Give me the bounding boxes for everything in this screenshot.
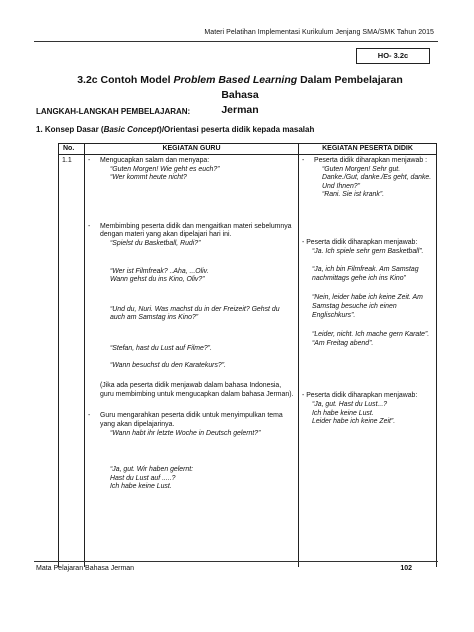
- concept-italic: Basic Concept: [103, 125, 160, 134]
- teacher-block-1: [88, 157, 295, 183]
- teacher-quote: Hast du Lust auf .....?: [110, 474, 176, 482]
- bullet-dash: -: [302, 157, 305, 164]
- student-quote: “Ja, gut. Hast du Lust...?: [312, 400, 388, 408]
- student-quote: Ich habe keine Lust.: [312, 409, 374, 417]
- bullet-dash: -: [88, 157, 91, 164]
- running-header: Materi Pelatihan Implementasi Kurikulum Jenjang SMA/SMK Tahun 2015: [204, 29, 434, 36]
- header-teacher: KEGIATAN GURU: [85, 144, 299, 155]
- student-quote: Leider habe ich keine Zeit”.: [312, 418, 396, 426]
- title-italic: Problem Based Learning: [173, 74, 298, 86]
- student-block-3: [302, 392, 433, 426]
- teacher-text: Membimbing peserta didik dan mengaitkan materi sebelumnya dengan materi yang akan dipelajari hari ini.: [100, 222, 292, 239]
- bullet-dash: -: [88, 412, 91, 420]
- title-part-1: 3.2c Contoh Model: [77, 74, 174, 86]
- table-row: [59, 155, 437, 568]
- teacher-quote: “Stefan, hast du Lust auf Filme?”.: [110, 344, 212, 352]
- teacher-text: Mengucapkan salam dan menyapa:: [100, 157, 210, 164]
- teacher-text: Guru mengarahkan peserta didik untuk menyimpulkan tema yang akan dipelajarinya.: [100, 412, 283, 428]
- student-quote: “Nein, leider habe ich keine Zeit. Am Samstag besuche ich einen Englischkurs”.: [312, 294, 423, 319]
- teacher-quote: “Wann besuchst du den Karatekurs?”.: [110, 361, 226, 369]
- teacher-activity-cell: [85, 155, 299, 568]
- student-text: Peserta didik diharapkan menjawab :: [314, 157, 427, 164]
- student-quote: “Leider, nicht. Ich mache gern Karate”.: [312, 331, 430, 339]
- title-line-2: Jerman: [221, 104, 259, 116]
- activity-table: [58, 143, 437, 567]
- bullet-dash: -: [88, 222, 91, 230]
- student-text: - Peserta didik diharapkan menjawab:: [302, 238, 418, 246]
- title-part-3: Dalam Pembelajaran Bahasa: [221, 74, 403, 101]
- footer-divider: [34, 561, 438, 562]
- student-text: - Peserta didik diharapkan menjawab:: [302, 392, 418, 400]
- concept-suffix: )/Orientasi peserta didik kepada masalah: [159, 125, 315, 134]
- student-quote: “Ja, ich bin Filmfreak. Am Samstag nachmittags gehe ich ins Kino”: [312, 266, 419, 282]
- teacher-quote: “Spielst du Basketball, Rudi?”: [110, 239, 201, 247]
- student-quote: “Ja. Ich spiele sehr gern Basketball”.: [312, 247, 424, 255]
- teacher-block-2: [88, 223, 295, 400]
- teacher-quote: “Ja, gut. Wir haben gelernt:: [110, 466, 194, 474]
- footer-subject: Mata Pelajaran Bahasa Jerman: [36, 565, 135, 572]
- teacher-quote: “Und du, Nuri. Was machst du in der Freizeit? Gehst du auch am Samstag ins Kino?”: [110, 305, 280, 322]
- student-block-1: [302, 157, 433, 200]
- teacher-quote: “Guten Morgen! Wie geht es euch?”: [110, 165, 220, 173]
- concept-prefix: 1. Konsep Dasar (: [36, 125, 104, 134]
- student-quote: “Rani. Sie ist krank”.: [322, 191, 385, 199]
- teacher-quote: Wann gehst du ins Kino, Oliv?”: [110, 276, 205, 284]
- teacher-quote: “Wer ist Filmfreak? ..Aha, ...Oliv.: [110, 267, 209, 275]
- page-number: 102: [400, 565, 412, 572]
- teacher-block-3: [88, 412, 295, 492]
- teacher-quote: Ich habe keine Lust.: [110, 483, 172, 491]
- student-activity-cell: [299, 155, 437, 568]
- student-quote: “Am Freitag abend”.: [312, 339, 374, 347]
- table-header-row: [59, 144, 437, 155]
- teacher-note: (Jika ada peserta didik menjawab dalam bahasa Indonesia, guru membimbing untuk mengucapkan dalam bahasa Jerman).: [100, 382, 294, 398]
- concept-heading: [36, 125, 314, 134]
- teacher-quote: “Wer kommt heute nicht?: [110, 174, 187, 182]
- header-student: KEGIATAN PESERTA DIDIK: [299, 144, 437, 155]
- steps-heading: LANGKAH-LANGKAH PEMBELAJARAN:: [36, 107, 191, 116]
- teacher-quote: “Wann habt ihr letzte Woche in Deutsch gelernt?”: [110, 429, 261, 437]
- student-quote: “Guten Morgen! Sehr gut. Danke./Gut, danke./Es geht, danke. Und Ihnen?”: [322, 165, 432, 190]
- handout-code-badge: HO- 3.2c: [356, 48, 430, 64]
- header-divider: [34, 41, 438, 42]
- header-no: No.: [59, 144, 85, 155]
- row-number: 1.1: [59, 155, 85, 568]
- student-block-2: [302, 239, 433, 348]
